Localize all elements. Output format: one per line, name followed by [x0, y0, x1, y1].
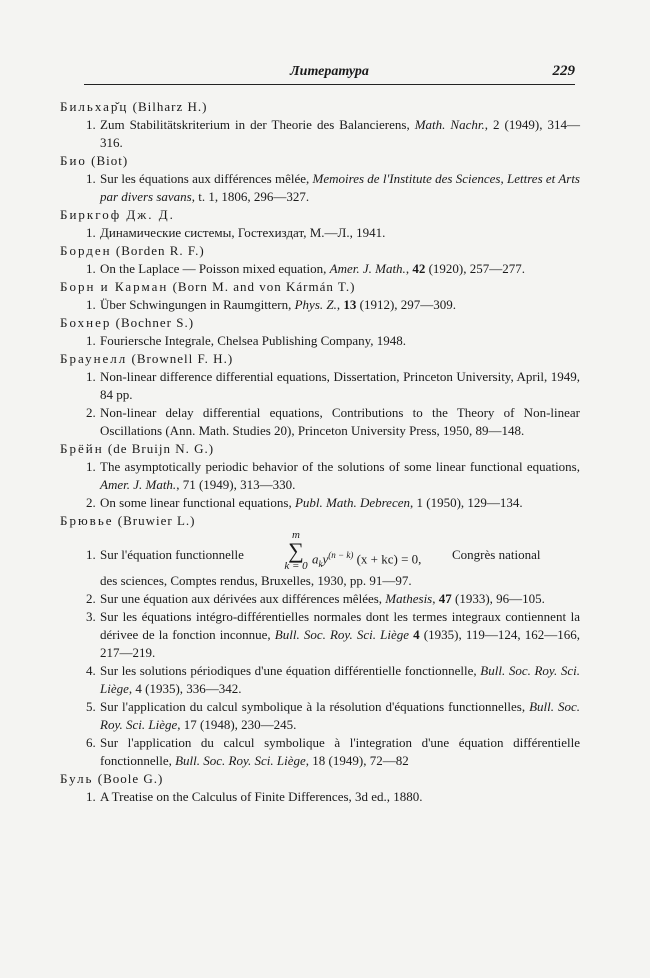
bib-entry: [60, 242, 580, 278]
bib-item: 1. A Treatise on the Calculus of Finite Differences, 3d ed., 1880.: [86, 789, 423, 804]
bib-item: 1. Über Schwingungen in Raumgittern, Phys. Z., 13 (1912), 297—309.: [86, 297, 457, 312]
summation-formula: m ∑ k = 0: [284, 529, 308, 572]
bib-item-with-formula: 1. Sur l'équation functionnelle m ∑ k = 0 $a_ky^{(n - k)}$ (x + kc) = 0, Congrès national: [86, 529, 541, 572]
author-heading: Буль (Boole G.): [60, 771, 164, 786]
page-number: 229: [552, 63, 575, 79]
author-heading: Брёйн (de Bruijn N. G.): [60, 441, 215, 456]
bib-item: 3. Sur les équations intégro-différentielles normales dont les termes integraux contiennent la dérivee de la fonction inconnue, Bull. Soc. Roy. Sci. Liège 4 (1935), 119—124, 162—166, 217—219.: [86, 609, 580, 660]
author-heading: Брювье (Bruwier L.): [60, 513, 196, 528]
header-title: Литература: [290, 64, 369, 79]
author-heading: Био (Biot): [60, 153, 129, 168]
bib-item: 2. On some linear functional equations, Publ. Math. Debrecen, 1 (1950), 129—134.: [86, 495, 523, 510]
author-heading: Биркгоф Дж. Д.: [60, 207, 175, 222]
bibliography-list: [60, 98, 580, 806]
bib-entry: [60, 314, 580, 350]
bib-item: 5. Sur l'application du calcul symbolique à la résolution d'équations functionnelles, Bull. Soc. Roy. Sci. Liège, 17 (1948), 230—245.: [86, 699, 580, 732]
formula-expression: $a_ky^{(n - k)}$ (x + kc) = 0,: [312, 550, 422, 569]
bib-item: 1. Fouriersche Integrale, Chelsea Publishing Company, 1948.: [86, 333, 407, 348]
running-header: [84, 62, 575, 85]
author-heading: Браунелл (Brownell F. H.): [60, 351, 234, 366]
bib-item: 2. Sur une équation aux dérivées aux différences mêlées, Mathesis, 47 (1933), 96—105.: [86, 591, 545, 606]
bib-entry: [60, 440, 580, 512]
bib-item: 1. On the Laplace — Poisson mixed equation, Amer. J. Math., 42 (1920), 257—277.: [86, 261, 525, 276]
bib-item: 4. Sur les solutions périodiques d'une équation différentielle fonctionnelle, Bull. Soc. Roy. Sci. Liège, 4 (1935), 336—342.: [86, 663, 580, 696]
bib-entry: [60, 206, 580, 242]
bib-item: 6. Sur l'application du calcul symbolique à l'integration d'une équation différentielle fonctionnelle, Bull. Soc. Roy. Sci. Liège, 18 (1949), 72—82: [86, 735, 580, 768]
bib-entry: [60, 350, 580, 440]
author-heading: Бохнер (Bochner S.): [60, 315, 195, 330]
author-heading: Бильхар̌ц (Bilharz H.): [60, 99, 208, 114]
bib-entry: [60, 770, 580, 806]
author-heading: Борн и Карман (Born M. and von Kármán T.): [60, 279, 356, 294]
bib-item-continued: des sciences, Comptes rendus, Bruxelles, 1930, pp. 91—97.: [100, 573, 412, 588]
bib-item: 1. The asymptotically periodic behavior of the solutions of some linear functional equations, Amer. J. Math., 71 (1949), 313—330.: [86, 459, 580, 492]
bib-item: 1. Non-linear difference differential equations, Dissertation, Princeton University, April, 1949, 84 pp.: [86, 369, 580, 402]
bib-entry: [60, 152, 580, 206]
bib-entry: [60, 278, 580, 314]
bib-item: 2. Non-linear delay differential equations, Contributions to the Theory of Non-linear Oscillations (Ann. Math. Studies 20), Princeton University Press, 1950, 89—148.: [86, 405, 580, 438]
bib-entry: [60, 512, 580, 770]
bib-item: 1. Sur les équations aux différences mêlée, Memoires de l'Institute des Sciences, Lettres et Arts par divers savans, t. 1, 1806, 296—327.: [86, 171, 580, 204]
bib-item: 1. Zum Stabilitätskriterium in der Theorie des Balancierens, Math. Nachr., 2 (1949), 314—316.: [86, 117, 580, 150]
bib-item: 1. Динамические системы, Гостехиздат, М.—Л., 1941.: [86, 225, 386, 240]
bib-entry: [60, 98, 580, 152]
author-heading: Борден (Borden R. F.): [60, 243, 205, 258]
